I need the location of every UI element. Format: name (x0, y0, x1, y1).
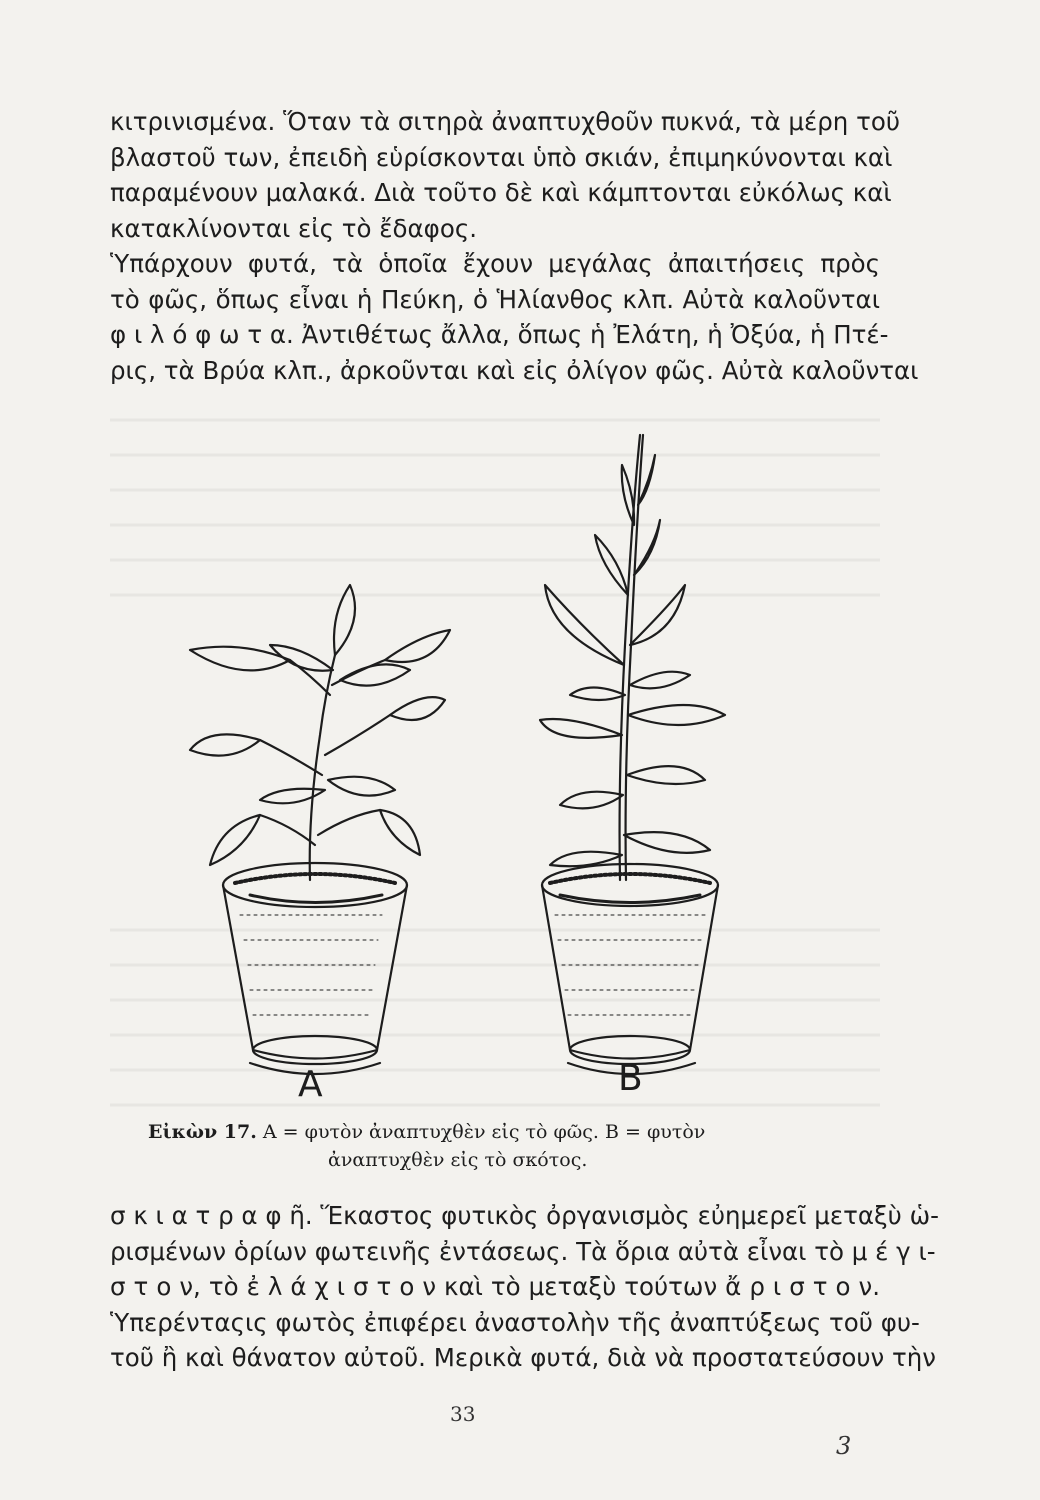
figure-caption (148, 1118, 808, 1174)
plant-b-drawing (540, 435, 725, 1074)
caption-prefix: Εἰκὼν 17. (148, 1121, 257, 1143)
caption-line-1: A = φυτὸν ἀναπτυχθὲν εἰς τὸ φῶς. B = φυτὸν (262, 1121, 706, 1143)
text-line: ρισμένων ὁρίων φωτεινῆς ἐντάσεως. Τὰ ὅρια αὐτὰ εἶναι τὸ μ έ γ ι- (110, 1236, 936, 1266)
bottom-paragraph (110, 1198, 939, 1376)
figure-label-b: B (618, 1058, 643, 1099)
caption-line-2: ἀναπτυχθὲν εἰς τὸ σκότος. (328, 1149, 588, 1171)
top-paragraph (110, 104, 919, 388)
text-line: ρις, τὰ Βρύα κλπ., ἀρκοῦνται καὶ εἰς ὀλίγον φῶς. Αὐτὰ καλοῦνται (110, 355, 919, 385)
text-line: φ ι λ ό φ ω τ α. Ἀντιθέτως ἄλλα, ὅπως ἡ Ἐλάτη, ἡ Ὀξύα, ἡ Πτέ- (110, 320, 889, 349)
text-line: Ὑπάρχουν φυτά, τὰ ὁποῖα ἔχουν μεγάλας ἀπαιτήσεις πρὸς (110, 249, 880, 278)
text-line: παραμένουν μαλακά. Διὰ τοῦτο δὲ καὶ κάμπτονται εὐκόλως καὶ (110, 178, 892, 207)
text-line: σ τ ο ν, τὸ ἐ λ ά χ ι σ τ ο ν καὶ τὸ μεταξὺ τούτων ἄ ρ ι σ τ ο ν. (110, 1272, 880, 1301)
figure-label-a: A (298, 1064, 323, 1105)
text-line: τὸ φῶς, ὅπως εἶναι ἡ Πεύκη, ὁ Ἡλίανθος κλπ. Αὐτὰ καλοῦνται (110, 284, 880, 314)
page-number: 33 (450, 1402, 476, 1426)
text-line: κιτρινισμένα. Ὅταν τὰ σιτηρὰ ἀναπτυχθοῦν πυκνά, τὰ μέρη τοῦ (110, 107, 901, 136)
plant-illustration (150, 395, 910, 1135)
text-line: Ὑπερένταςις φωτὸς ἐπιφέρει ἀναστολὴν τῆς ἀναπτύξεως τοῦ φυ- (110, 1307, 920, 1337)
signature-mark: 3 (836, 1432, 852, 1460)
plant-a-drawing (190, 585, 450, 1074)
text-line: τοῦ ἢ καὶ θάνατον αὐτοῦ. Μερικὰ φυτά, διὰ νὰ προστατεύσουν τὴν (110, 1343, 936, 1372)
text-line: κατακλίνονται εἰς τὸ ἔδαφος. (110, 213, 477, 243)
text-line: σ κ ι α τ ρ α φ ῆ. Ἕκαστος φυτικὸς ὀργανισμὸς εὐημερεῖ μεταξὺ ὡ- (110, 1201, 939, 1230)
text-line: βλαστοῦ των, ἐπειδὴ εὑρίσκονται ὑπὸ σκιάν, ἐπιμηκύνονται καὶ (110, 142, 893, 172)
